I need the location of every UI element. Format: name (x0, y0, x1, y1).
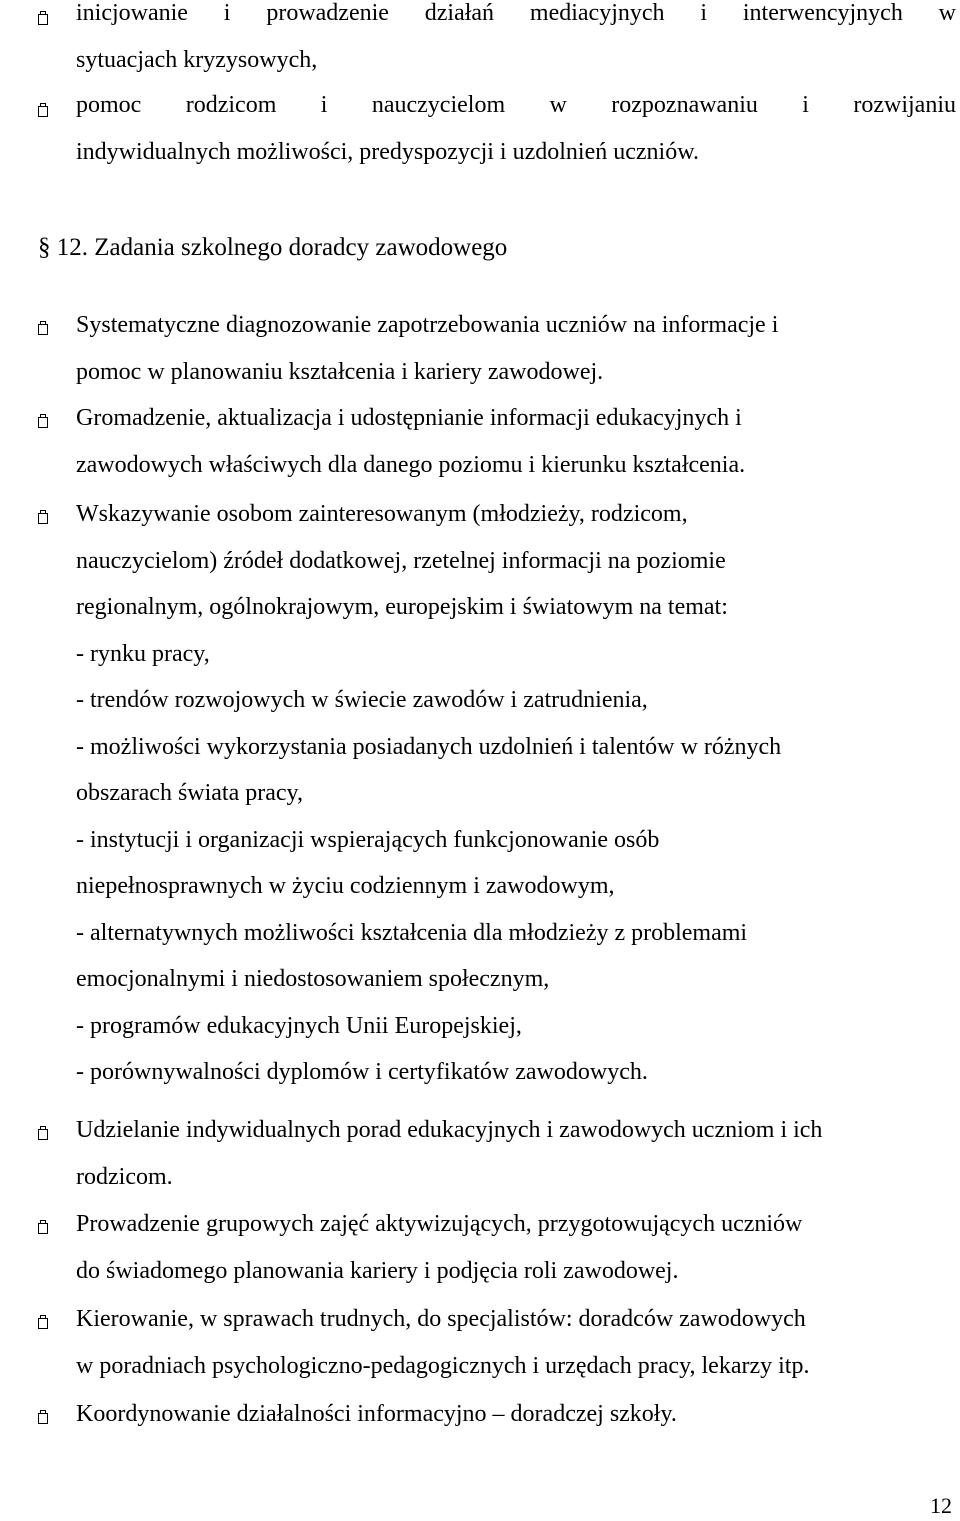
text-line: Wskazywanie osobom zainteresowanym (młodzieży, rodzicom, (76, 501, 688, 527)
bullet-icon (38, 1318, 48, 1329)
text-line: Gromadzenie, aktualizacja i udostępnianie informacji edukacyjnych i (76, 405, 742, 431)
text-line: - programów edukacyjnych Unii Europejskiej, (76, 1012, 522, 1039)
list-item-text (76, 395, 956, 488)
list-item-text (76, 1296, 956, 1389)
text-line: w poradniach psychologiczno-pedagogicznych i urzędach pracy, lekarzy itp. (76, 1352, 810, 1379)
text-line: obszarach świata pracy, (76, 780, 303, 806)
text-line: Udzielanie indywidualnych porad edukacyjnych i zawodowych uczniom i ich (76, 1117, 823, 1143)
text-line: zawodowych właściwych dla danego poziomu i kierunku kształcenia. (76, 451, 746, 478)
bullet-icon (38, 106, 48, 117)
text-line: regionalnym, ogólnokrajowym, europejskim i światowym na temat: (76, 594, 728, 620)
text-line: pomoc rodzicom i nauczycielom w rozpoznawaniu i rozwijaniu (76, 92, 956, 118)
text-line: - trendów rozwojowych w świecie zawodów i zatrudnienia, (76, 687, 648, 713)
text-line: - alternatywnych możliwości kształcenia dla młodzieży z problemami (76, 919, 748, 946)
bullet-icon (38, 1223, 48, 1234)
text-line: - instytucji i organizacji wspierających funkcjonowanie osób (76, 826, 660, 853)
page-number: 12 (930, 1493, 952, 1518)
bullet-icon (38, 1129, 48, 1140)
text-line: Kierowanie, w sprawach trudnych, do specjalistów: doradców zawodowych (76, 1306, 806, 1332)
text-line: niepełnosprawnych w życiu codziennym i zawodowym, (76, 873, 615, 899)
text-line: Koordynowanie działalności informacyjno – doradczej szkoły. (76, 1401, 677, 1427)
list-item-text (76, 0, 956, 83)
section-heading: § 12. Zadania szkolnego doradcy zawodowego (38, 234, 508, 261)
bullet-icon (38, 417, 48, 428)
list-item-text (76, 1201, 956, 1294)
text-line: nauczycielom) źródeł dodatkowej, rzetelnej informacji na poziomie (76, 547, 726, 574)
list-item-text (76, 82, 956, 175)
text-line: sytuacjach kryzysowych, (76, 46, 318, 73)
text-line: emocjonalnymi i niedostosowaniem społecznym, (76, 966, 550, 992)
text-line: pomoc w planowaniu kształcenia i kariery zawodowej. (76, 358, 604, 385)
text-line: Prowadzenie grupowych zajęć aktywizujących, przygotowujących uczniów (76, 1211, 803, 1237)
bullet-icon (38, 1413, 48, 1424)
text-line: - porównywalności dyplomów i certyfikatów zawodowych. (76, 1059, 648, 1085)
list-item-text (76, 491, 956, 1096)
text-line: Systematyczne diagnozowanie zapotrzebowania uczniów na informacje i (76, 312, 779, 338)
text-line: inicjowanie i prowadzenie działań mediacyjnych i interwencyjnych w (76, 0, 956, 26)
text-line: - możliwości wykorzystania posiadanych uzdolnień i talentów w różnych (76, 733, 782, 760)
bullet-icon (38, 513, 48, 524)
list-item-text (76, 1107, 956, 1200)
text-line: - rynku pracy, (76, 640, 210, 667)
bullet-icon (38, 14, 48, 25)
list-item-text (76, 1391, 956, 1438)
text-line: rodzicom. (76, 1163, 173, 1190)
text-line: do świadomego planowania kariery i podjęcia roli zawodowej. (76, 1257, 679, 1284)
text-line: indywidualnych możliwości, predyspozycji i uzdolnień uczniów. (76, 138, 699, 165)
bullet-icon (38, 324, 48, 335)
list-item-text (76, 302, 956, 395)
